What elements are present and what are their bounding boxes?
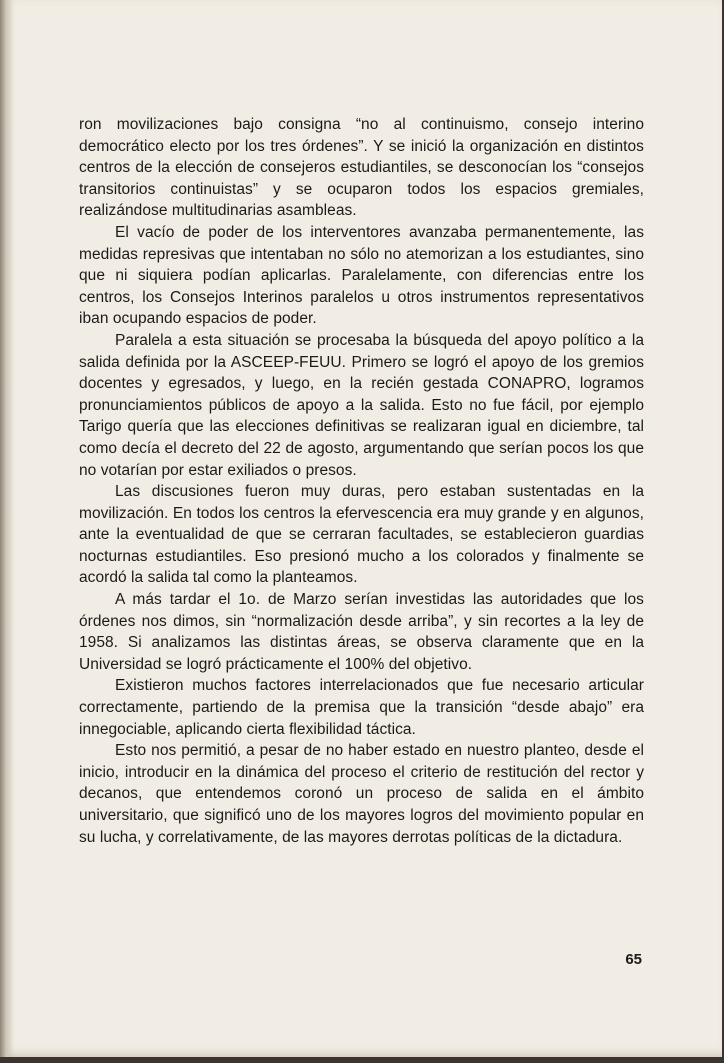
paragraph-4: Las discusiones fueron muy duras, pero estaban sustentadas en la movilización. En todos los centros la efervescencia era muy grande y en algunos, ante la eventualidad de que se cerraran facultades, se establecieron guardias nocturnas estudiantiles. Eso presionó mucho a los colorados y finalmente se acordó la salida tal como la planteamos. xyxy=(79,483,644,587)
paragraph-3: Paralela a esta situación se procesaba la búsqueda del apoyo político a la salida definida por la ASCEEP-FEUU. Primero se logró el apoyo de los gremios docentes y egresados, y luego, en la recién gestada CONAPRO, logramos pronunciamientos públicos de apoyo a la salida. Esto no fue fácil, por ejemplo Tarigo quería que las elecciones definitivas se realizaran igual en diciembre, tal como decía el decreto del 22 de agosto, argumentando que serían pocos los que no votarían por estar exiliados o presos. xyxy=(79,331,644,479)
page-number: 65 xyxy=(625,951,642,968)
paragraph-7: Esto nos permitió, a pesar de no haber estado en nuestro planteo, desde el inicio, introducir en la dinámica del proceso el criterio de restitución del rector y decanos, que entendemos coronó un proceso de salida en el ámbito universitario, que significó uno de los mayores logros del movimiento popular en su lucha, y correlativamente, de las mayores derrotas políticas de la dictadura. xyxy=(79,742,644,846)
body-text xyxy=(79,114,644,848)
paragraph-5: A más tardar el 1o. de Marzo serían investidas las autoridades que los órdenes nos dimos, sin “normalización desde arriba”, y sin recortes a la ley de 1958. Si analizamos las distintas áreas, se observa claramente que en la Universidad se logró prácticamente el 100% del objetivo. xyxy=(79,591,644,673)
paragraph-1: ron movilizaciones bajo consigna “no al continuismo, consejo interino democrático electo por los tres órdenes”. Y se inició la organización en distintos centros de la elección de consejeros estudiantiles, se desconocían los “consejos transitorios continuistas” y se ocuparon todos los espacios gremiales, realizándose multitudinarias asambleas. xyxy=(79,116,644,220)
paragraph-6: Existieron muchos factores interrelacionados que fue necesario articular correctamente, partiendo de la premisa que la transición “desde abajo” era innegociable, aplicando cierta flexibilidad táctica. xyxy=(79,677,644,738)
paragraph-2: El vacío de poder de los interventores avanzaba permanentemente, las medidas represivas que intentaban no sólo no atemorizan a los estudiantes, sino que ni siquiera podían aplicarlas. Paralelamente, con diferencias entre los centros, los Consejos Interinos paralelos u otros instrumentos representativos iban ocupando espacios de poder. xyxy=(79,223,644,328)
